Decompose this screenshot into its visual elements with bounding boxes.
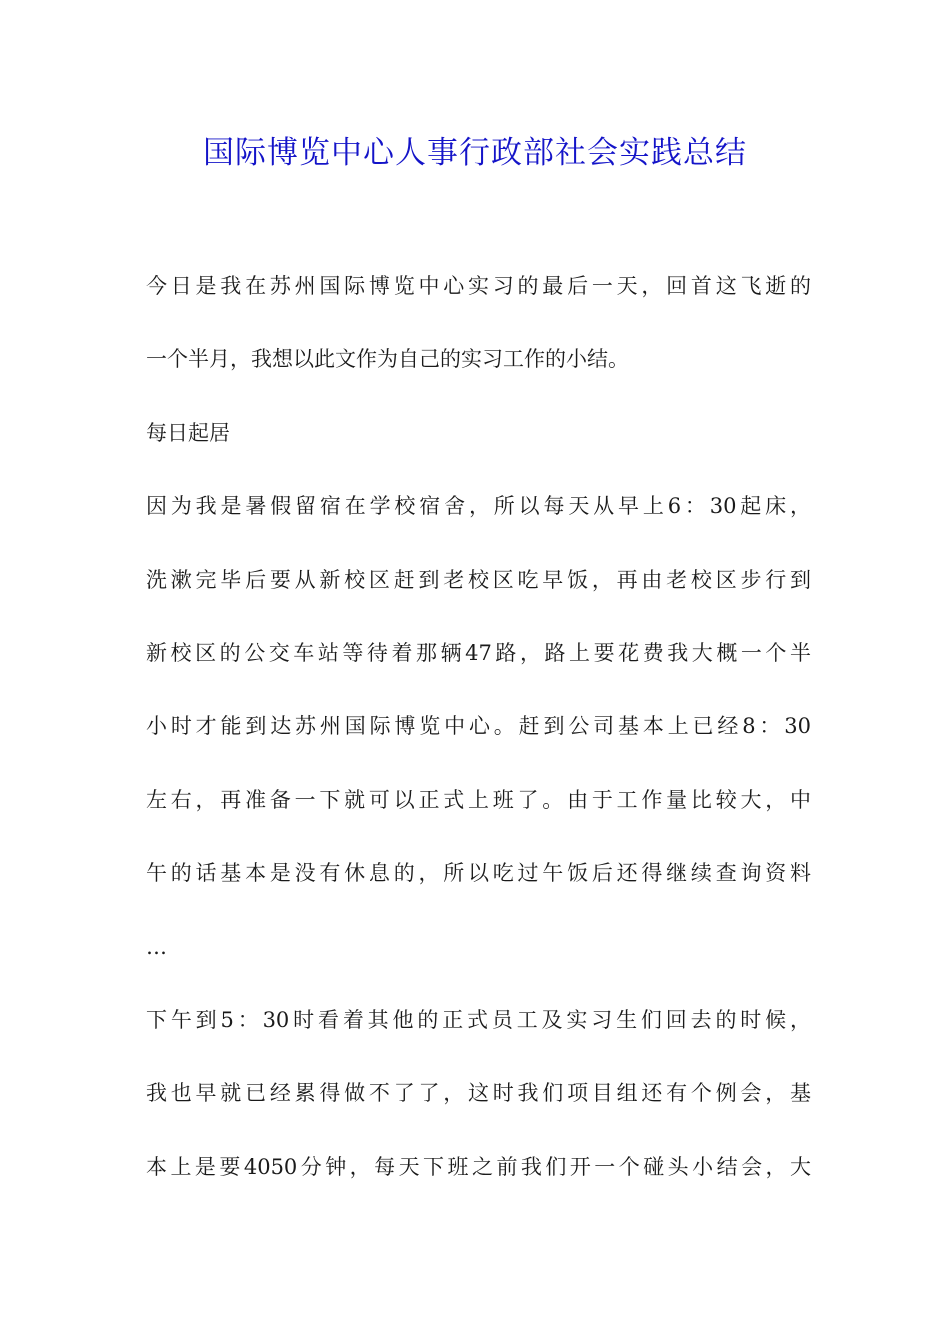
- text-line: 今日是我在苏州国际博览中心实习的最后一天，回首这飞逝的: [146, 274, 811, 298]
- document-body: [146, 264, 811, 1218]
- text-line: 左右，再准备一下就可以正式上班了。由于工作量比较大，中: [146, 787, 811, 812]
- text-line: 本上是要4050分钟，每天下班之前我们开一个碰头小结会，大: [146, 1154, 811, 1179]
- section-heading: 每日起居: [146, 420, 230, 445]
- text-line: 下午到5：30时看着其他的正式员工及实习生们回去的时候，: [146, 1007, 811, 1032]
- text-line: 一个半月，我想以此文作为自己的实习工作的小结。: [146, 347, 629, 372]
- text-line: 洗漱完毕后要从新校区赶到老校区吃早饭，再由老校区步行到: [146, 567, 811, 592]
- document-title: 国际博览中心人事行政部社会实践总结: [203, 135, 747, 171]
- text-line: 小时才能到达苏州国际博览中心。赶到公司基本上已经8：30: [146, 714, 811, 739]
- text-line: …: [146, 934, 167, 959]
- text-line: 因为我是暑假留宿在学校宿舍，所以每天从早上6：30起床，: [146, 494, 811, 519]
- text-line: 新校区的公交车站等待着那辆47路，路上要花费我大概一个半: [146, 640, 811, 665]
- text-line: 我也早就已经累得做不了了，这时我们项目组还有个例会，基: [146, 1081, 811, 1106]
- text-line: 午的话基本是没有休息的，所以吃过午饭后还得继续查询资料: [146, 861, 811, 886]
